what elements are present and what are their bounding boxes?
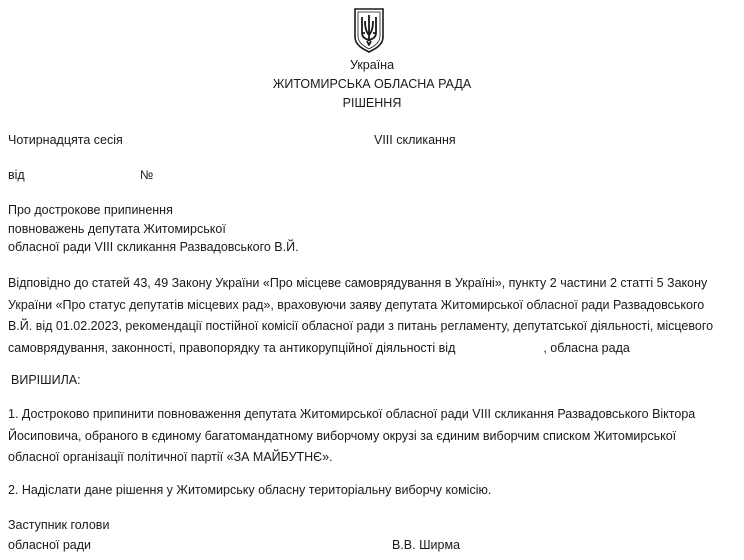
council-name: ЖИТОМИРСЬКА ОБЛАСНА РАДА (272, 77, 472, 91)
signatory-position: Заступник голови (8, 518, 110, 532)
decision-point-1 (8, 404, 728, 469)
title-line: повноважень депутата Житомирської (8, 221, 226, 236)
number-label: № (140, 168, 154, 182)
preamble-line: В.Й. від 01.02.2023, рекомендації постійної комісії обласної ради з питань регламенту, депутатської діяльності, місцевого (8, 319, 714, 333)
signatory-name: В.В. Ширма (392, 538, 461, 552)
point-line: обласної організації політичної партії «ЗА МАЙБУТНЄ». (8, 450, 333, 464)
point-line: 1. Достроково припинити повноваження депутата Житомирської обласної ради VIII скликання Развадовського Віктора (8, 407, 696, 421)
title-line: обласної ради VIII скликання Развадовського В.Й. (8, 240, 299, 254)
date-label: від (8, 168, 25, 182)
preamble-line-start: самоврядування, законності, правопорядку та антикорупційної діяльності від (8, 340, 456, 355)
title-line: Про дострокове припинення (8, 203, 173, 217)
preamble-line-end: , обласна рада (543, 340, 630, 355)
preamble (8, 273, 728, 359)
convocation: VIII скликання (374, 133, 456, 147)
preamble-line: України «Про статус депутатів місцевих рад», враховуючи заяву депутата Житомирської обласної ради Развадовського (8, 297, 705, 312)
country-name: Україна (349, 58, 395, 72)
preamble-line (8, 338, 728, 360)
trident-emblem-icon (353, 7, 385, 53)
decision-point-2: 2. Надіслати дане рішення у Житомирську обласну територіальну виборчу комісію. (8, 483, 492, 497)
document-type: РІШЕННЯ (342, 96, 402, 110)
preamble-line: Відповідно до статей 43, 49 Закону України «Про місцеве самоврядування в Україні», пункту 2 частини 2 статті 5 Закону (8, 276, 708, 290)
decided-heading: ВИРІШИЛА: (11, 373, 81, 387)
session-name: Чотирнадцята сесія (8, 133, 123, 147)
decision-title (8, 201, 728, 257)
signatory-position-2: обласної ради (8, 538, 92, 552)
point-line: Йосиповича, обраного в єдиному багатомандатному виборчому окрузі за єдиним виборчим списком Житомирської (8, 428, 677, 443)
